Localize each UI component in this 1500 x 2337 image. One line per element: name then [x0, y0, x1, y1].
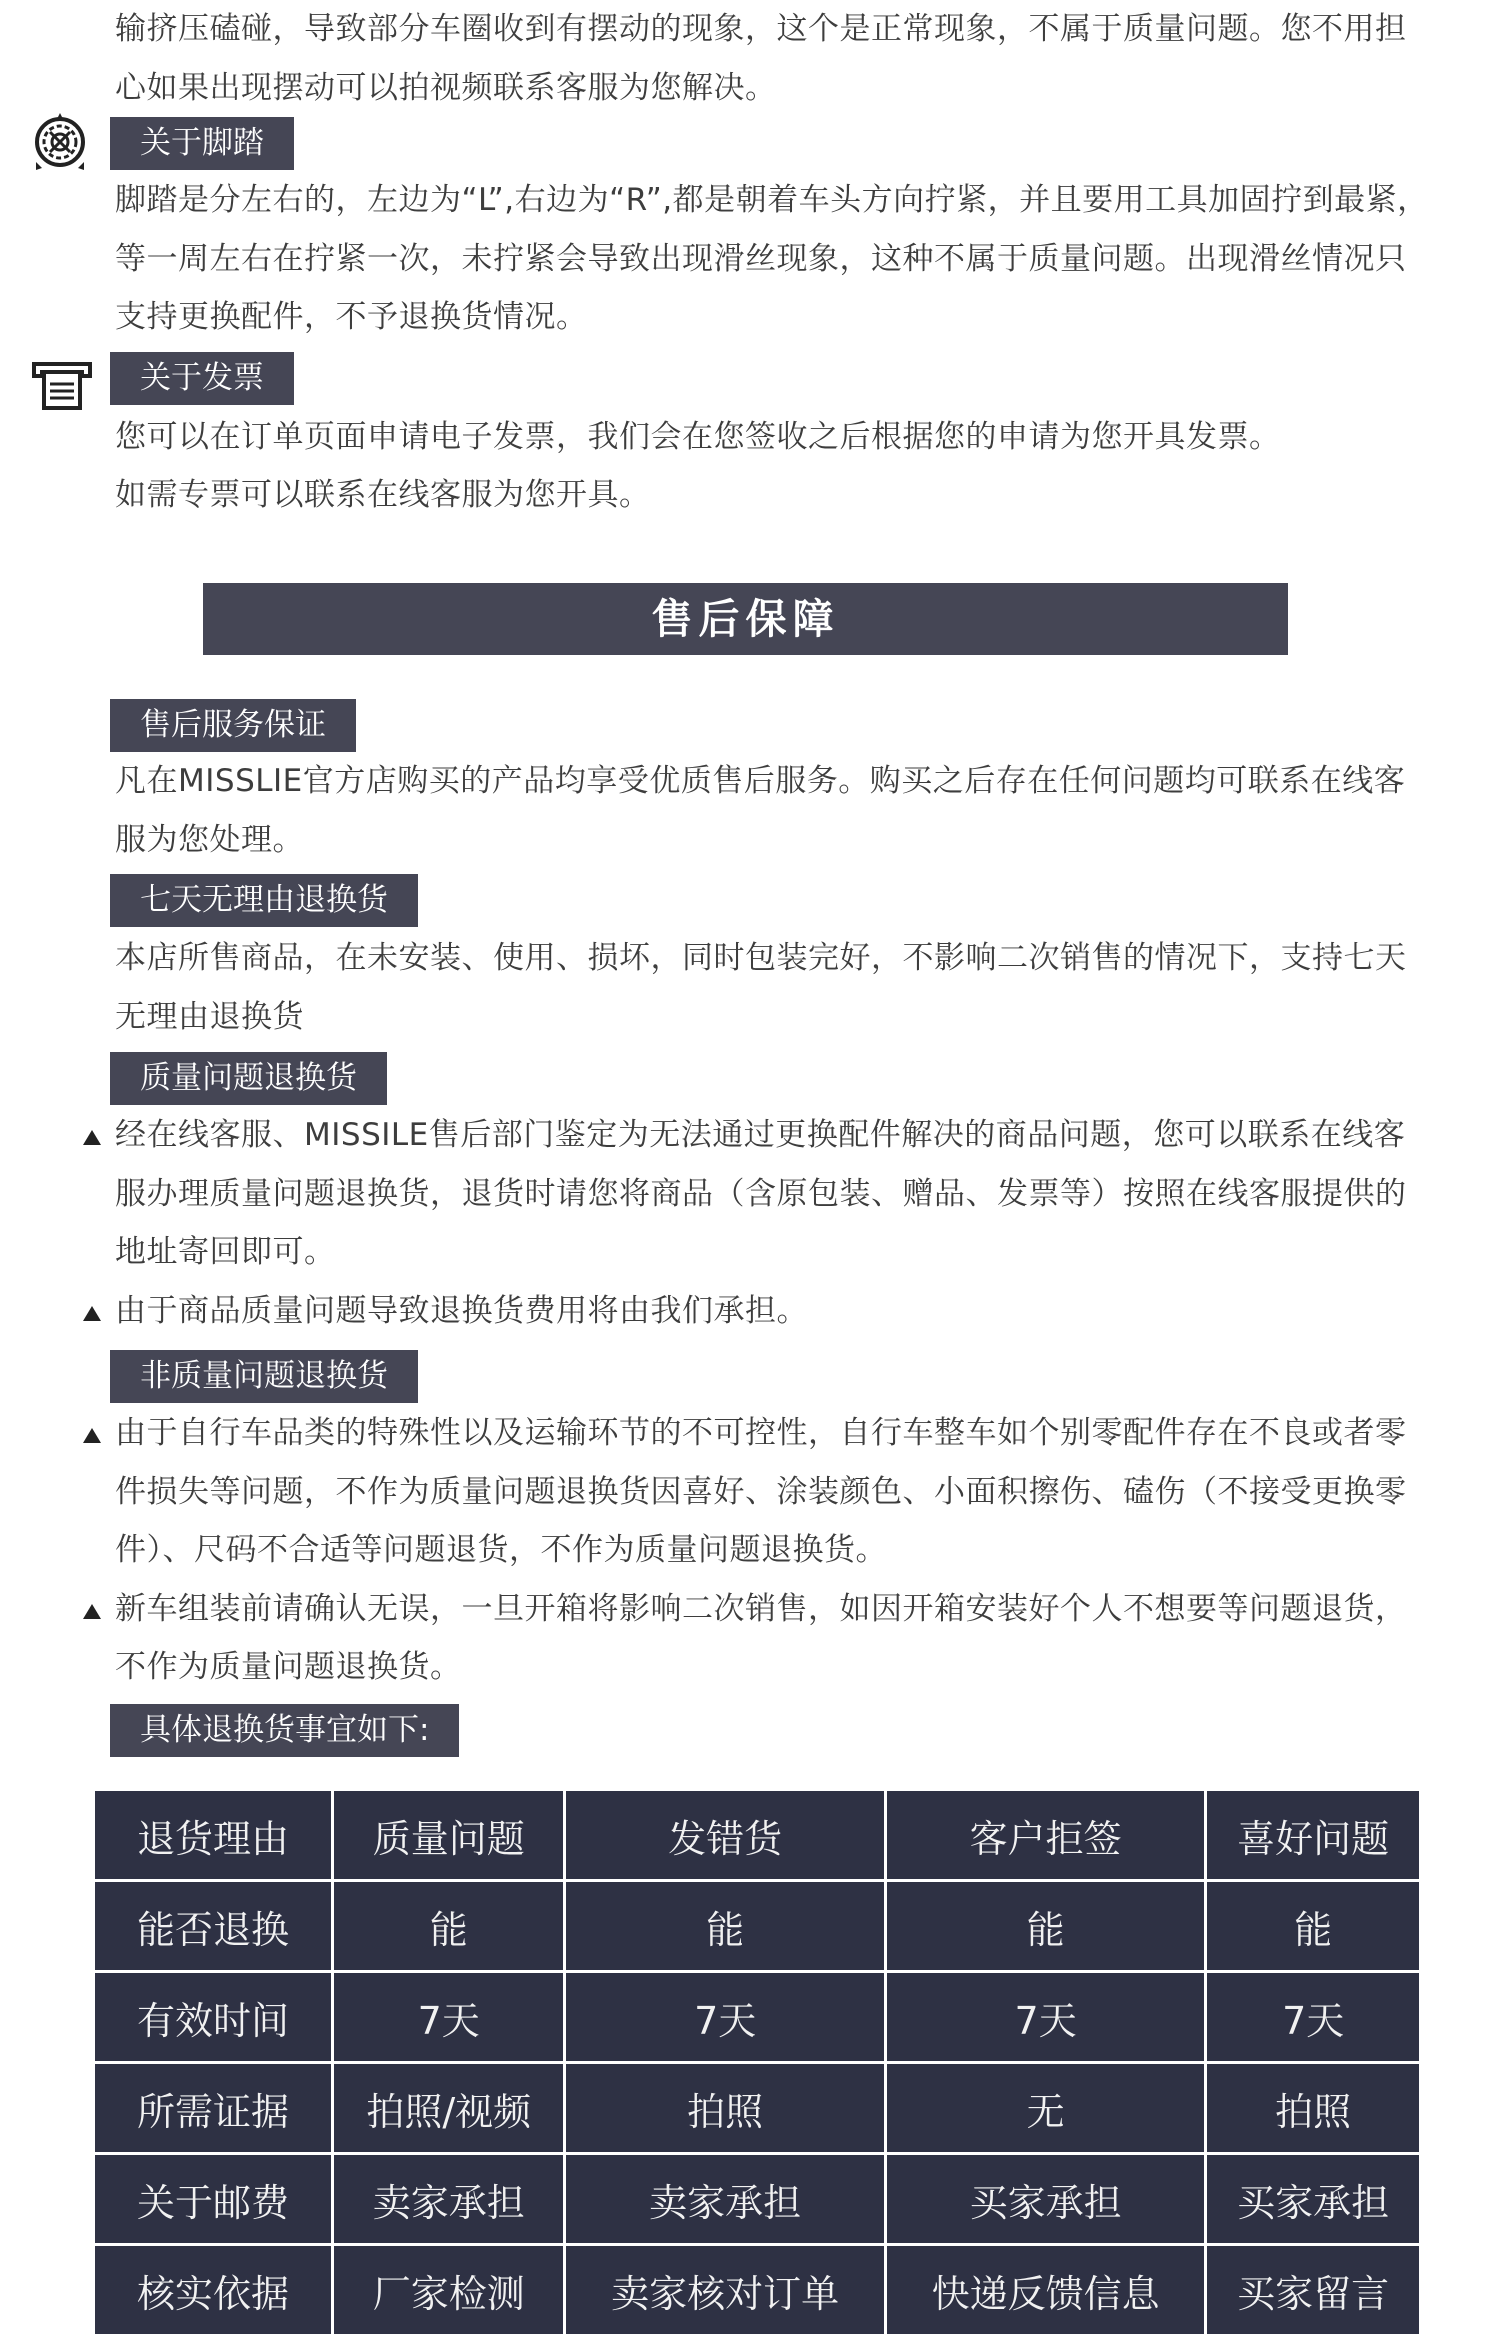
- table-cell: 有效时间: [95, 1973, 331, 2061]
- table-cell: 能否退换: [95, 1882, 331, 1970]
- service-tag: 售后服务保证: [110, 699, 356, 752]
- seven-day-text: 本店所售商品，在未安装、使用、损坏，同时包装完好，不影响二次销售的情况下，支持七天无理由退换货: [115, 940, 1407, 1035]
- table-cell: 7天: [566, 1973, 883, 2061]
- invoice-tag: 关于发票: [110, 352, 294, 405]
- list-item-text: 经在线客服、MISSILE售后部门鉴定为无法通过更换配件解决的商品问题，您可以联系在线客服办理质量问题退换货，退货时请您将商品（含原包装、赠品、发票等）按照在线客服提供的地址寄回即可。: [115, 1117, 1407, 1270]
- pedal-text: 脚踏是分左右的，左边为“L”,右边为“R”,都是朝着车头方向拧紧，并且要用工具加固拧到最紧，等一周左右在拧紧一次，未拧紧会导致出现滑丝现象，这种不属于质量问题。出现滑丝情况只支持更换配件，不予退换货情况。: [115, 182, 1429, 335]
- after-sales-banner: 售后保障: [203, 583, 1288, 655]
- service-text: 凡在MISSLIE官方店购买的产品均享受优质售后服务。购买之后存在任何问题均可联系在线客服为您处理。: [115, 763, 1406, 858]
- table-row: [95, 2064, 1419, 2152]
- triangle-bullet-icon: [83, 1130, 101, 1145]
- quality-bullets: [115, 1106, 1435, 1340]
- table-cell: 能: [887, 1882, 1204, 1970]
- table-cell: 质量问题: [334, 1791, 563, 1879]
- triangle-bullet-icon: [83, 1428, 101, 1443]
- table-cell: 能: [334, 1882, 563, 1970]
- table-cell: 拍照/视频: [334, 2064, 563, 2152]
- table-cell: 能: [566, 1882, 883, 1970]
- table-cell: 7天: [1207, 1973, 1419, 2061]
- table-cell: 买家承担: [887, 2155, 1204, 2243]
- list-item-text: 新车组装前请确认无误，一旦开箱将影响二次销售，如因开箱安装好个人不想要等问题退货，不作为质量问题退换货。: [115, 1590, 1407, 1685]
- table-row: [95, 1973, 1419, 2061]
- table-cell: 拍照: [566, 2064, 883, 2152]
- table-row: [95, 2155, 1419, 2243]
- invoice-line-2: 如需专票可以联系在线客服为您开具。: [115, 477, 651, 513]
- table-cell: 核实依据: [95, 2246, 331, 2334]
- triangle-bullet-icon: [83, 1306, 101, 1321]
- table-cell: 发错货: [566, 1791, 883, 1879]
- table-cell: 关于邮费: [95, 2155, 331, 2243]
- table-cell: 买家留言: [1207, 2246, 1419, 2334]
- table-row: [95, 1791, 1419, 1879]
- triangle-bullet-icon: [83, 1604, 101, 1619]
- table-cell: 所需证据: [95, 2064, 331, 2152]
- non-quality-tag: 非质量问题退换货: [110, 1350, 418, 1403]
- table-cell: 喜好问题: [1207, 1791, 1419, 1879]
- quality-tag: 质量问题退换货: [110, 1052, 387, 1105]
- details-tag: 具体退换货事宜如下:: [110, 1704, 459, 1757]
- non-quality-bullets: [115, 1404, 1435, 1697]
- list-item: [115, 1106, 1435, 1282]
- list-item-text: 由于自行车品类的特殊性以及运输环节的不可控性，自行车整车如个别零配件存在不良或者零件损失等问题，不作为质量问题退换货因喜好、涂装颜色、小面积擦伤、磕伤（不接受更换零件）、尺码不合适等问题退货，不作为质量问题退换货。: [115, 1415, 1407, 1568]
- table-cell: 7天: [887, 1973, 1204, 2061]
- table-row: [95, 1882, 1419, 1970]
- table-cell: 卖家承担: [334, 2155, 563, 2243]
- top-notice-text: 输挤压磕碰，导致部分车圈收到有摆动的现象，这个是正常现象，不属于质量问题。您不用担心如果出现摆动可以拍视频联系客服为您解决。: [115, 11, 1407, 106]
- table-cell: 7天: [334, 1973, 563, 2061]
- list-item: [115, 1580, 1435, 1697]
- table-cell: 拍照: [1207, 2064, 1419, 2152]
- list-item: [115, 1404, 1435, 1580]
- invoice-line-1: 您可以在订单页面申请电子发票，我们会在您签收之后根据您的申请为您开具发票。: [115, 419, 1281, 455]
- seven-day-tag: 七天无理由退换货: [110, 874, 418, 927]
- gear-target-icon: [30, 112, 90, 178]
- printer-invoice-icon: [30, 360, 94, 416]
- table-row: [95, 2246, 1419, 2334]
- list-item: [115, 1282, 1435, 1341]
- list-item-text: 由于商品质量问题导致退换货费用将由我们承担。: [115, 1292, 808, 1329]
- table-cell: 退货理由: [95, 1791, 331, 1879]
- table-cell: 无: [887, 2064, 1204, 2152]
- table-cell: 能: [1207, 1882, 1419, 1970]
- table-cell: 厂家检测: [334, 2246, 563, 2334]
- table-cell: 卖家承担: [566, 2155, 883, 2243]
- pedal-tag: 关于脚踏: [110, 117, 294, 170]
- table-cell: 卖家核对订单: [566, 2246, 883, 2334]
- table-cell: 客户拒签: [887, 1791, 1204, 1879]
- return-policy-table: [92, 1788, 1422, 2337]
- table-cell: 买家承担: [1207, 2155, 1419, 2243]
- table-cell: 快递反馈信息: [887, 2246, 1204, 2334]
